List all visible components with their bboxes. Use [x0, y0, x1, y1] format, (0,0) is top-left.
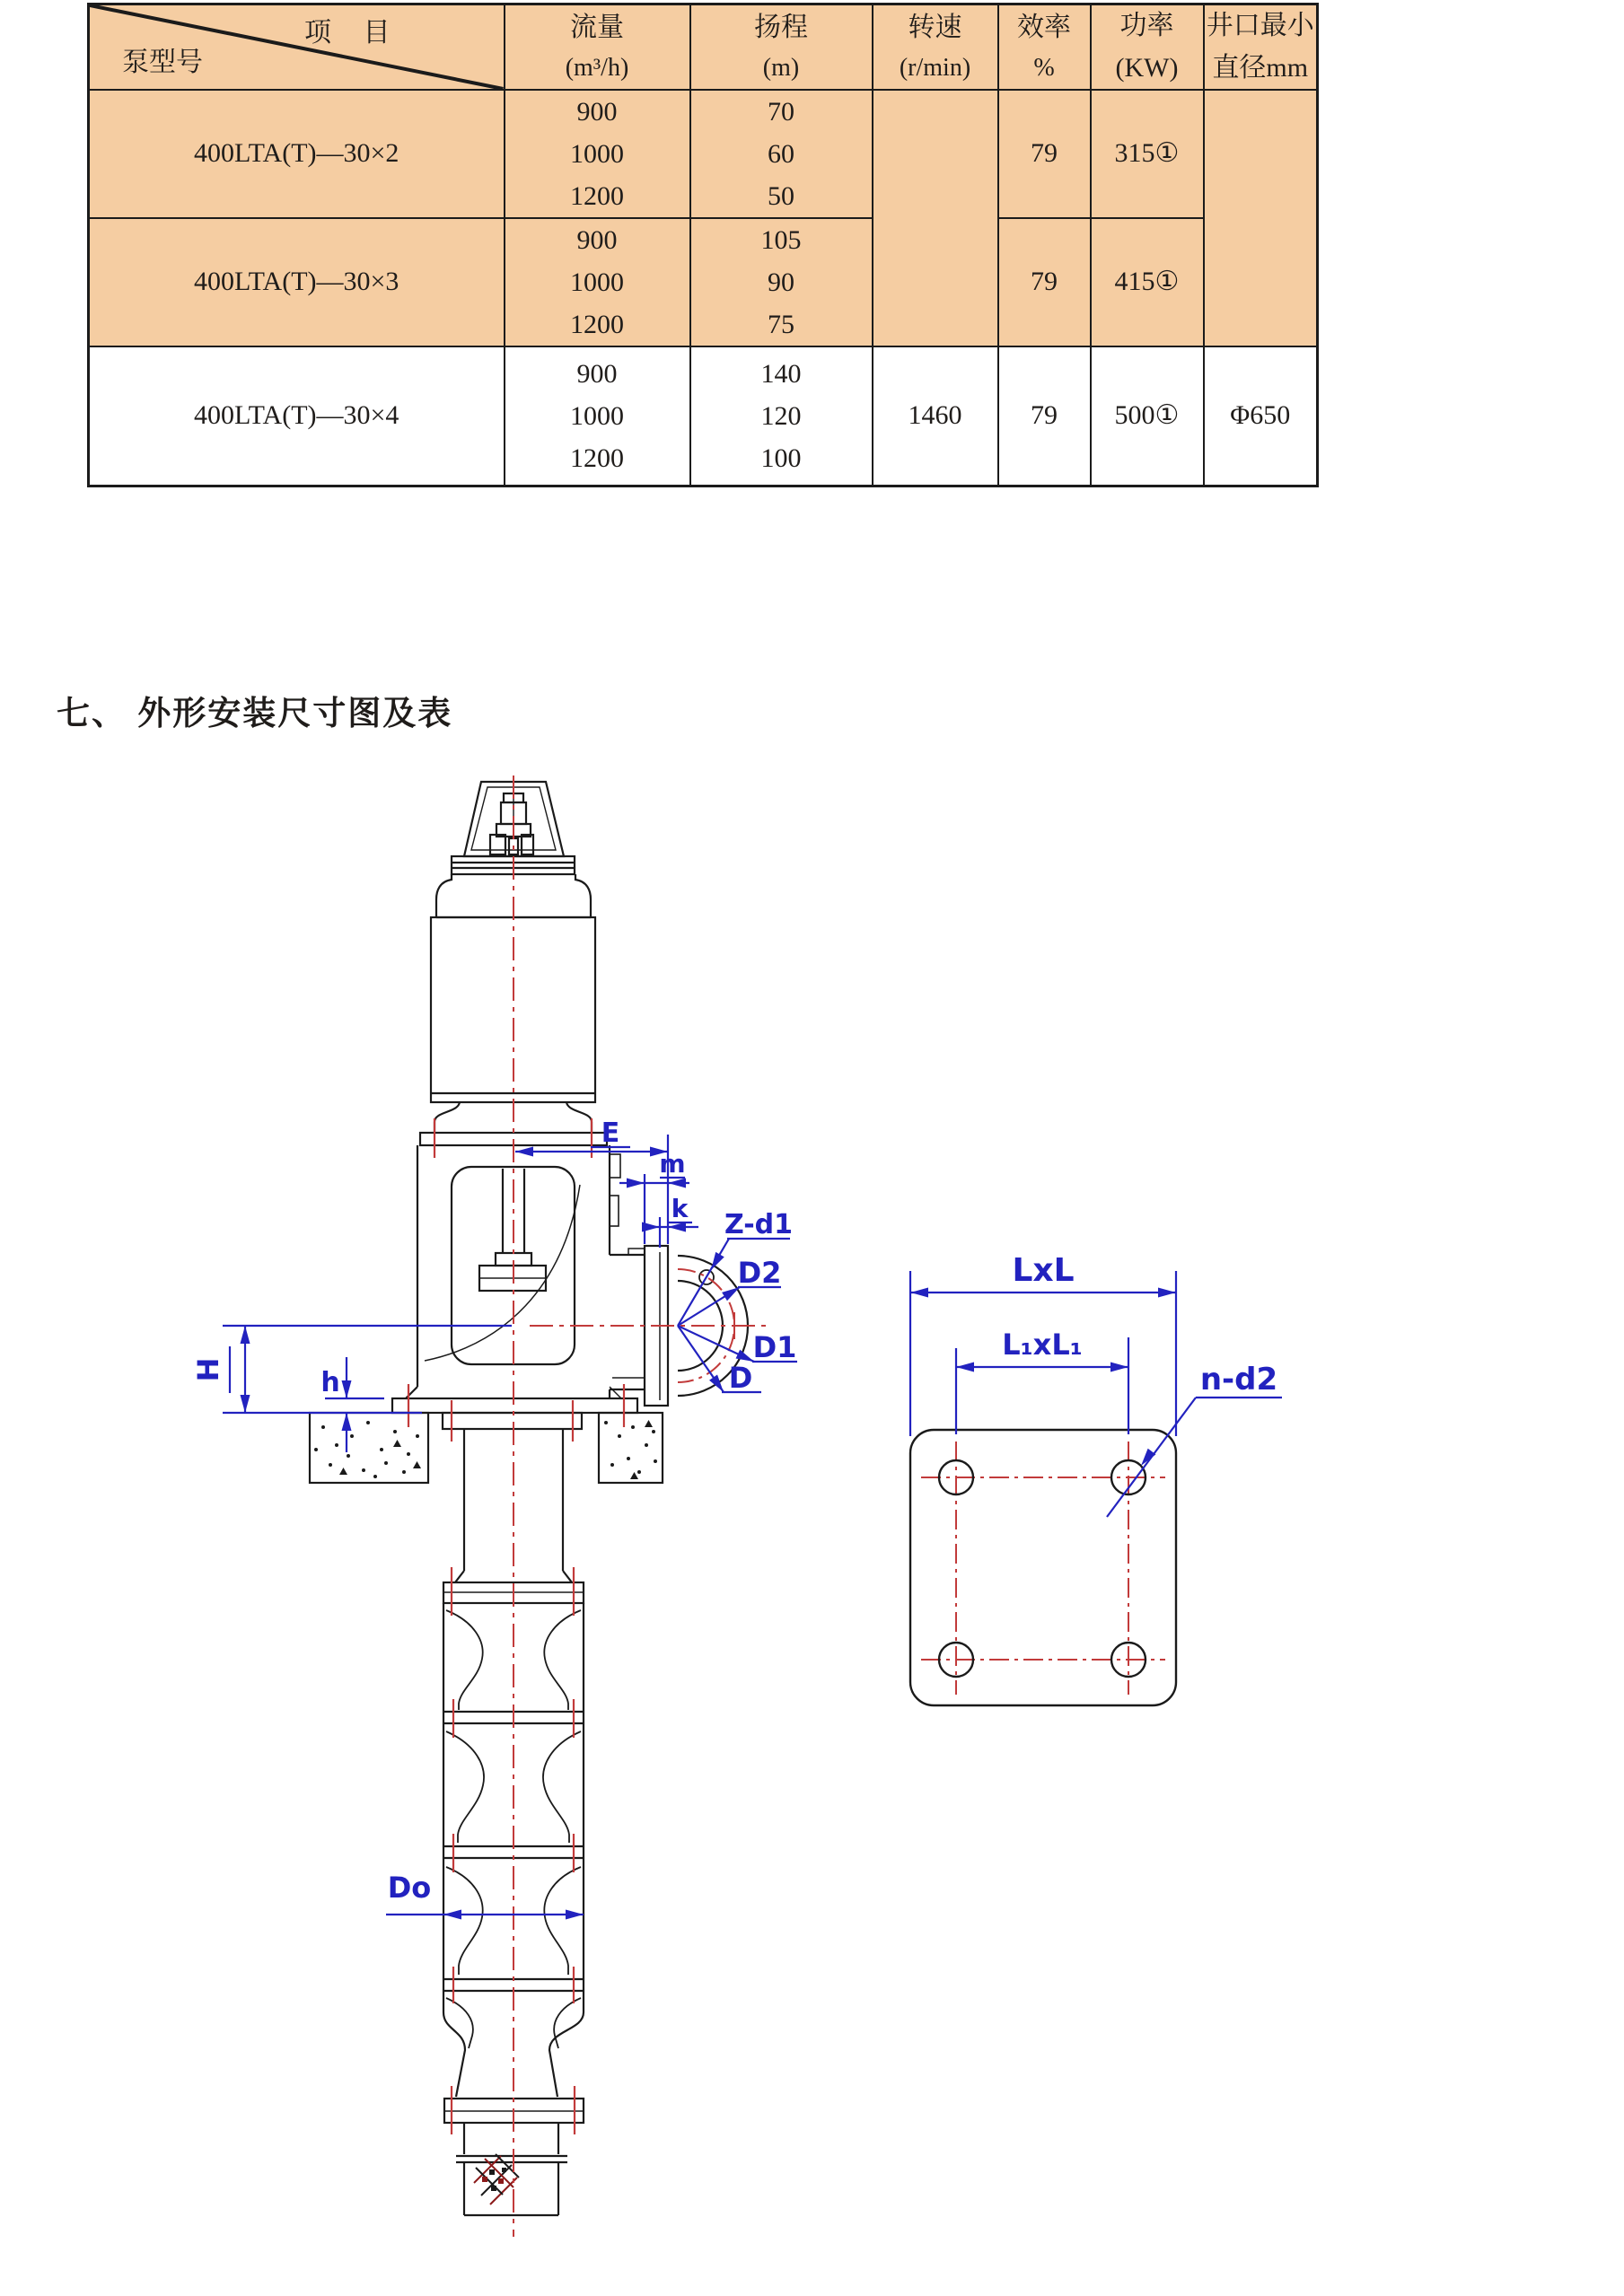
header-well-line2: 直径mm [1212, 52, 1309, 83]
flow-value: 900 [576, 225, 618, 255]
header-eff [998, 4, 1091, 91]
dim-label-zd1: Z-d1 [724, 1209, 794, 1240]
cell-model: 400LTA(T)—30×3 [89, 218, 505, 346]
dim-label-H: H [191, 1357, 225, 1382]
flow-value: 900 [576, 97, 618, 127]
cell-power: 415① [1091, 218, 1204, 346]
cell-speed: 1460 [873, 346, 998, 486]
flow-value: 1200 [570, 443, 624, 473]
cell-model: 400LTA(T)—30×4 [89, 346, 505, 486]
dim-label-Do: Do [387, 1871, 432, 1905]
header-eff-label: 效率 [1017, 12, 1071, 42]
header-item-label: 项 目 [304, 18, 403, 48]
head-value: 70 [768, 97, 794, 127]
header-head-unit: (m) [762, 54, 800, 83]
dimension-lines [223, 1135, 1282, 1915]
header-speed-unit: (r/min) [899, 54, 971, 83]
cell-flow [505, 218, 690, 346]
cell-model: 400LTA(T)—30×2 [89, 90, 505, 218]
header-power-label: 功率(KW) [1115, 11, 1179, 83]
cell-eff: 79 [998, 346, 1091, 486]
head-value: 50 [768, 181, 794, 211]
header-power [1091, 4, 1204, 91]
cell-eff: 79 [998, 90, 1091, 218]
table-row [89, 90, 1318, 218]
section-heading: 七、 外形安装尺寸图及表 [57, 695, 453, 732]
head-value: 75 [768, 310, 794, 339]
pump-spec-table [87, 3, 1319, 487]
header-head-label: 扬程 [754, 12, 808, 42]
header-well-line1: 井口最小 [1206, 11, 1314, 40]
corner-header-cell [89, 4, 505, 91]
dim-label-nd2: n-d2 [1199, 1362, 1278, 1398]
dim-label-L1xL1: L₁xL₁ [1002, 1328, 1083, 1362]
cell-power: 500① [1091, 346, 1204, 486]
flow-value: 1000 [570, 139, 624, 169]
flow-value: 900 [576, 358, 618, 389]
head-value: 120 [760, 400, 802, 431]
dim-label-D1: D1 [752, 1330, 797, 1364]
header-head [690, 4, 873, 91]
header-eff-unit: % [1033, 54, 1055, 83]
flow-value: 1200 [570, 310, 624, 339]
pump-outline [310, 782, 748, 2215]
dim-label-E: E [601, 1117, 620, 1149]
dim-label-D: D [728, 1361, 753, 1395]
head-value: 105 [760, 225, 802, 255]
header-speed [873, 4, 998, 91]
cell-well-merged [1204, 90, 1318, 346]
header-well [1204, 4, 1318, 91]
flow-value: 1000 [570, 267, 624, 297]
head-value: 90 [768, 267, 794, 297]
table-row [89, 218, 1318, 346]
dim-label-LxL: LxL [1012, 1252, 1075, 1289]
head-value: 60 [768, 139, 794, 169]
header-flow [505, 4, 690, 91]
cell-power: 315① [1091, 90, 1204, 218]
header-flow-label: 流量 [570, 12, 624, 42]
dim-label-h: h [320, 1367, 340, 1398]
header-model-label: 泵型号 [122, 47, 203, 77]
dimension-labels [191, 1117, 1277, 1905]
cell-flow [505, 90, 690, 218]
cell-head [690, 90, 873, 218]
dim-label-m: m [659, 1149, 686, 1179]
cell-head [690, 346, 873, 486]
cell-well: Φ650 [1204, 346, 1318, 486]
head-value: 100 [760, 443, 802, 473]
header-flow-unit: (m³/h) [565, 54, 629, 83]
header-speed-label: 转速 [908, 12, 962, 42]
table-row [89, 346, 1318, 486]
cell-speed-merged [873, 90, 998, 346]
cell-head [690, 218, 873, 346]
dim-label-D2: D2 [737, 1256, 782, 1290]
head-value: 140 [760, 358, 802, 389]
flow-value: 1200 [570, 181, 624, 211]
dim-label-k: k [671, 1194, 689, 1223]
centerlines [408, 776, 1165, 2237]
cell-eff: 79 [998, 218, 1091, 346]
base-flange-view [910, 1430, 1176, 1705]
flow-value: 1000 [570, 400, 624, 431]
table-header-row [89, 4, 1318, 91]
cell-flow [505, 346, 690, 486]
